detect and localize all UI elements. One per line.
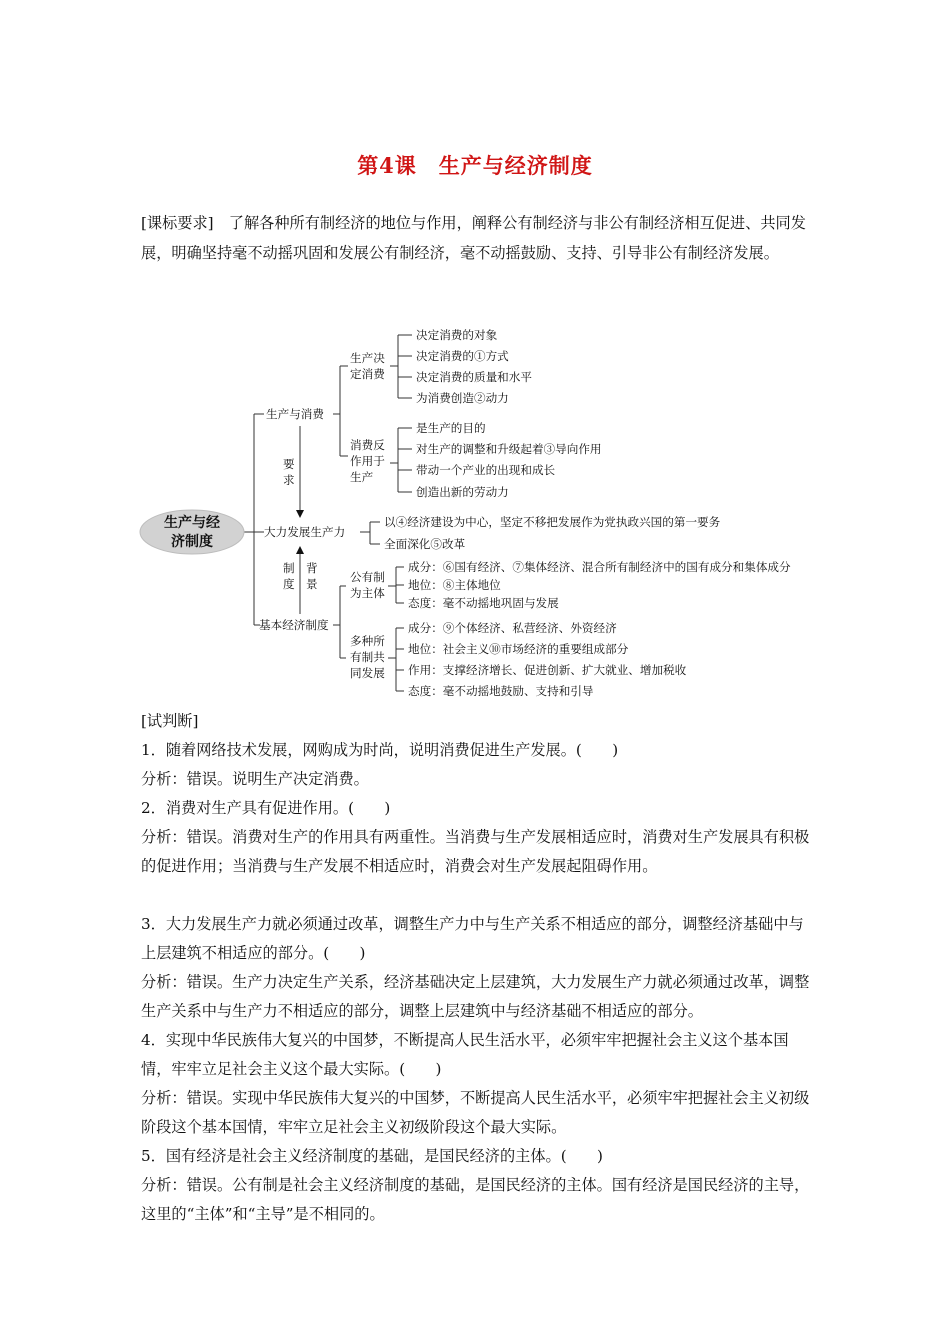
question-1: 1．随着网络技术发展，网购成为时尚，说明消费促进生产发展。( ): [141, 741, 619, 759]
sub-label-line: 同发展: [350, 666, 385, 680]
question-5: 5．国有经济是社会主义经济制度的基础，是国民经济的主体。( ): [141, 1147, 603, 1165]
arrow-label: 制: [283, 561, 295, 575]
question-3: 3．大力发展生产力就必须通过改革，调整生产力中与生产关系不相适应的部分，调整经济基础中与上层建筑不相适应的部分。( ): [141, 915, 804, 962]
question-4: 4．实现中华民族伟大复兴的中国梦，不断提高人民生活水平，必须牢牢把握社会主义这个基本国情，牢牢立足社会主义这个最大实际。( ): [141, 1031, 789, 1078]
requirement-tag: [课标要求]: [141, 214, 214, 232]
arrow-label: 求: [283, 473, 295, 487]
leaf-item: 为消费创造②动力: [416, 391, 509, 405]
leaf-item: 带动一个产业的出现和成长: [416, 463, 556, 477]
concept-mindmap: [130, 318, 830, 708]
leaf-item: 成分：⑨个体经济、私营经济、外资经济: [408, 621, 617, 635]
branch-production-consumption: 生产与消费: [266, 407, 324, 421]
branch-basic-economic-system: 基本经济制度: [259, 618, 329, 632]
arrow-label: 景: [306, 577, 318, 591]
analysis-2: 分析：错误。消费对生产的作用具有两重性。当消费与生产发展相适应时，消费对生产发展具有积极的促进作用；当消费与生产发展不相适应时，消费会对生产发展起阻碍作用。: [141, 828, 810, 875]
sub-label-line: 生产决: [350, 351, 385, 365]
leaf-item: 全面深化⑤改革: [384, 537, 466, 551]
leaf-item: 态度：毫不动摇地鼓励、支持和引导: [408, 684, 594, 698]
analysis-4: 分析：错误。实现中华民族伟大复兴的中国梦，不断提高人民生活水平，必须牢牢把握社会主义初级阶段这个基本国情，牢牢立足社会主义初级阶段这个最大实际。: [141, 1089, 810, 1136]
branch-productivity: 大力发展生产力: [264, 525, 346, 539]
analysis-1: 分析：错误。说明生产决定消费。: [141, 770, 369, 788]
judgement-section: [141, 707, 813, 1229]
leaf-item: 决定消费的①方式: [416, 349, 509, 363]
sub-label-line: 为主体: [350, 586, 385, 600]
leaf-item: 地位：社会主义⑩市场经济的重要组成部分: [408, 642, 629, 656]
sub-label-line: 定消费: [350, 367, 385, 381]
leaf-item: 对生产的调整和升级起着③导向作用: [416, 442, 602, 456]
analysis-5: 分析：错误。公有制是社会主义经济制度的基础，是国民经济的主体。国有经济是国民经济的主导，这里的“主体”和“主导”是不相同的。: [141, 1176, 810, 1223]
section-heading: [试判断]: [141, 712, 199, 730]
sub-label-line: 公有制: [350, 570, 385, 584]
sub-label-line: 消费反: [350, 438, 385, 452]
center-label-1: 生产与经: [164, 515, 220, 531]
leaf-item: 地位：⑧主体地位: [408, 578, 501, 592]
sub-label-line: 多种所: [350, 634, 385, 648]
leaf-item: 以④经济建设为中心，坚定不移把发展作为党执政兴国的第一要务: [384, 515, 721, 529]
sub-label-line: 有制共: [350, 650, 385, 664]
leaf-item: 成分：⑥国有经济、⑦集体经济、混合所有制经济中的国有成分和集体成分: [408, 560, 791, 574]
sub-label-line: 生产: [350, 470, 374, 484]
page-title: 第4课 生产与经济制度: [357, 153, 593, 178]
arrow-label: 要: [283, 457, 295, 471]
requirement-text: 了解各种所有制经济的地位与作用，阐释公有制经济与非公有制经济相互促进、共同发展，明确坚持毫不动摇巩固和发展公有制经济，毫不动摇鼓励、支持、引导非公有制经济发展。: [141, 214, 806, 262]
sub-label-line: 作用于: [350, 454, 385, 468]
question-2: 2．消费对生产具有促进作用。( ): [141, 799, 391, 817]
arrow-label: 背: [306, 561, 318, 575]
leaf-item: 决定消费的对象: [416, 328, 498, 342]
center-label-2: 济制度: [171, 534, 213, 550]
leaf-item: 决定消费的质量和水平: [416, 370, 532, 384]
center-node: [140, 510, 244, 554]
leaf-item: 是生产的目的: [416, 421, 486, 435]
leaf-item: 创造出新的劳动力: [416, 485, 509, 499]
leaf-item: 态度：毫不动摇地巩固与发展: [408, 596, 559, 610]
analysis-3: 分析：错误。生产力决定生产关系，经济基础决定上层建筑，大力发展生产力就必须通过改革，调整生产关系中与生产力不相适应的部分，调整上层建筑中与经济基础不相适应的部分。: [141, 973, 810, 1020]
leaf-item: 作用：支撑经济增长、促进创新、扩大就业、增加税收: [408, 663, 687, 677]
curriculum-requirement: [141, 208, 813, 268]
arrow-label: 度: [283, 577, 295, 591]
